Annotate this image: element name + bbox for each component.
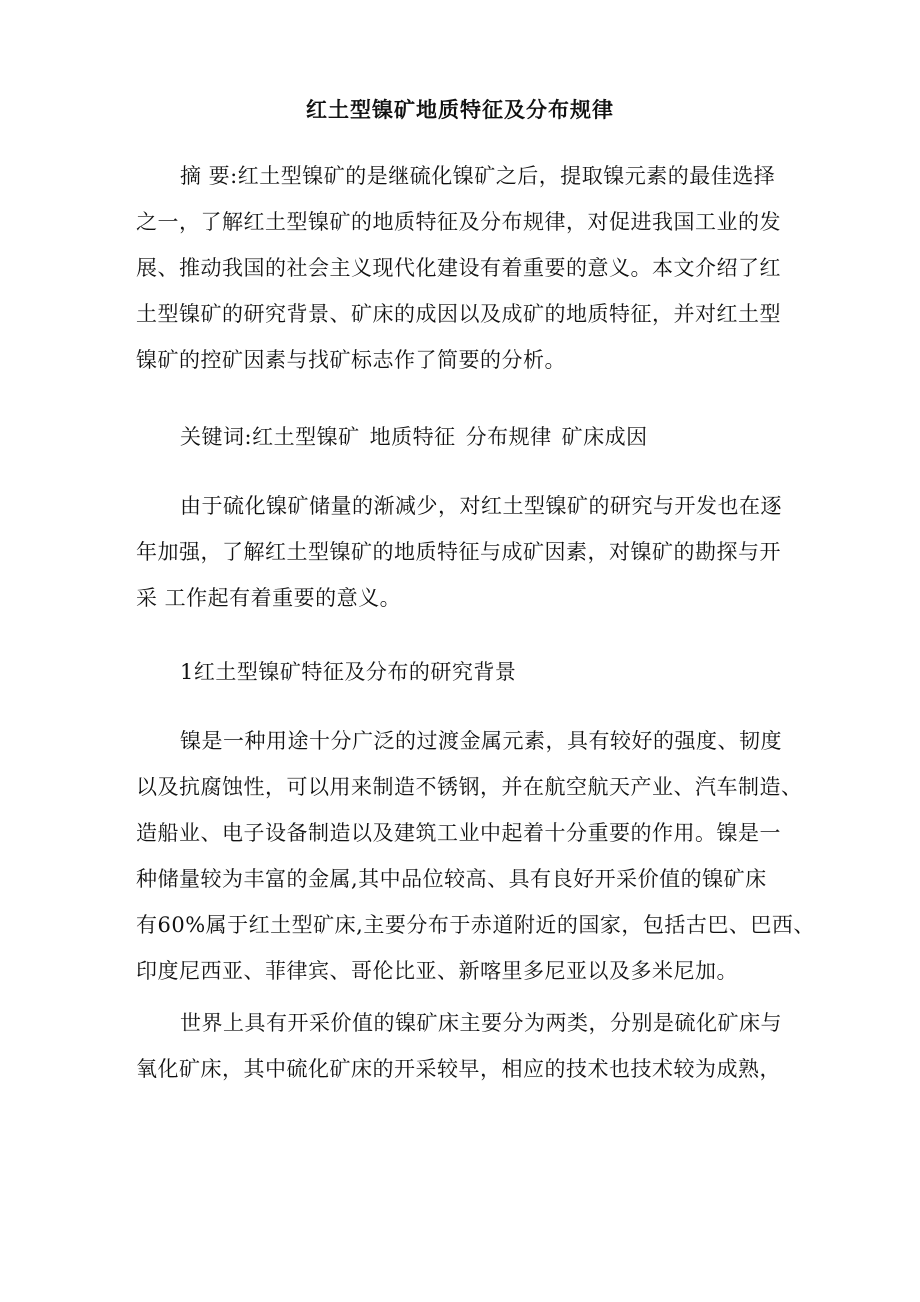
body-line: 造船业、电子设备制造以及建筑工业中起着十分重要的作用。镍是一 [136,821,781,845]
intro-line: 年加强，了解红土型镍矿的地质特征与成矿因素，对镍矿的勘探与开 [136,540,781,564]
keywords-line [136,414,796,460]
abstract-line: 之一，了解红土型镍矿的地质特征及分布规律，对促进我国工业的发 [136,210,781,234]
body-line: 氧化矿床，其中硫化矿床的开采较早，相应的技术也技术较为成熟， [136,1057,781,1081]
abstract-line: 土型镍矿的研究背景、矿床的成因以及成矿的地质特征，并对红土型 [136,302,781,326]
keyword-item: 地质特征 [369,425,456,449]
body-line: 印度尼西亚、菲律宾、哥伦比亚、新喀里多尼亚以及多米尼加。 [136,959,738,983]
keywords-label: 关键词: [180,425,253,449]
intro-paragraph [136,483,796,621]
keyword-item: 红土型镍矿 [252,425,360,449]
abstract-paragraph [136,153,796,383]
intro-line: 采 工作起有着重要的意义。 [136,586,402,610]
body-line: 镍是一种用途十分广泛的过渡金属元素，具有较好的强度、韧度 [180,729,782,753]
abstract-line: 展、推动我国的社会主义现代化建设有着重要的意义。本文介绍了红 [136,256,781,280]
keyword-item: 分布规律 [465,425,552,449]
document-title: 红土型镍矿地质特征及分布规律 [306,97,614,122]
body-line: 种储量较为丰富的金属,其中品位较高、具有良好开采价值的镍矿床 [136,867,767,891]
body-line: 有60%属于红土型矿床,主要分布于赤道附近的国家，包括古巴、巴西、 [136,913,815,937]
body-line: 世界上具有开采价值的镍矿床主要分为两类，分别是硫化矿床与 [180,1011,782,1035]
keyword-item: 矿床成因 [561,425,648,449]
abstract-line: 镍矿的控矿因素与找矿标志作了简要的分析。 [136,348,566,372]
section-1-paragraph-1 [136,718,815,994]
section-1-paragraph-2 [136,1000,796,1092]
abstract-line: 摘 要:红土型镍矿的是继硫化镍矿之后，提取镍元素的最佳选择 [180,164,776,188]
keywords-paragraph [136,414,796,460]
section-heading [136,649,796,695]
section-1-heading: 1红土型镍矿特征及分布的研究背景 [180,660,517,684]
intro-line: 由于硫化镍矿储量的渐减少，对红土型镍矿的研究与开发也在逐 [180,494,782,518]
body-line: 以及抗腐蚀性，可以用来制造不锈钢，并在航空航天产业、汽车制造、 [136,775,803,799]
